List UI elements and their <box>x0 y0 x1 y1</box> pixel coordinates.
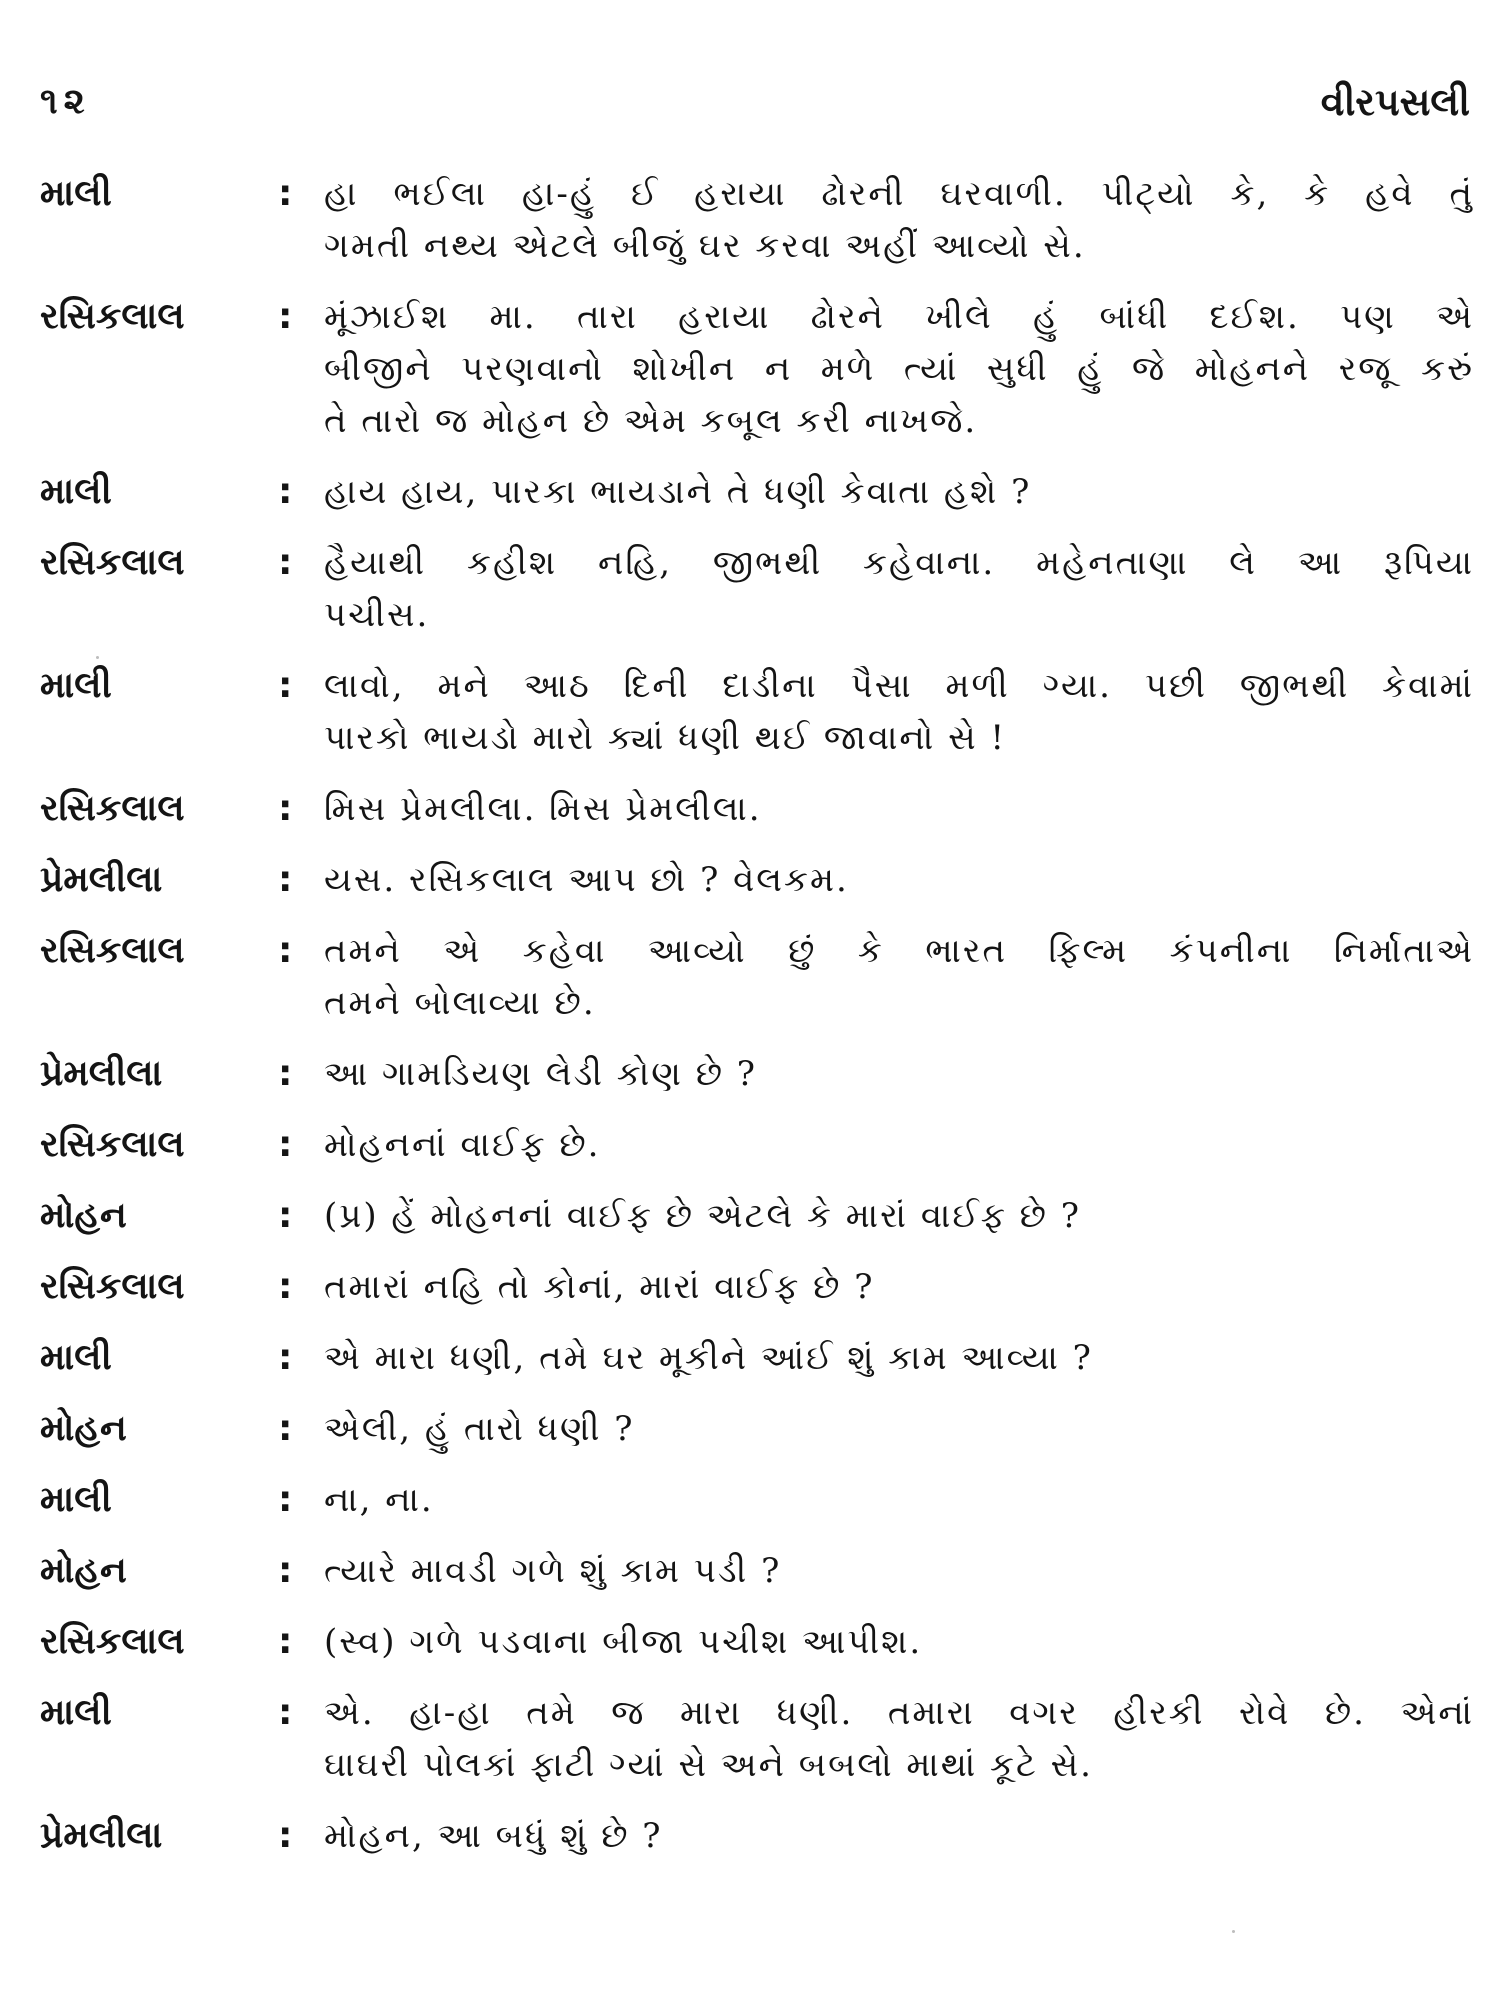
speech-text <box>324 925 1474 1029</box>
speech-line: બીજીને પરણવાનો શોખીન ન મળે ત્યાં સુધી હું જે મોહનને રજૂ કરું <box>324 349 1474 389</box>
speaker-colon: : <box>278 1815 293 1856</box>
speaker-name: માલી <box>40 1692 112 1733</box>
speaker-colon: : <box>278 1337 293 1378</box>
dialogue-line <box>40 1261 1480 1313</box>
speaker-colon: : <box>278 859 293 900</box>
dialogue-line <box>40 1616 1480 1668</box>
running-title: વીરપસલી <box>1320 79 1470 124</box>
speech-text <box>324 1261 1474 1313</box>
speech-text <box>324 1332 1474 1384</box>
speaker-colon: : <box>278 296 293 337</box>
speaker-colon: : <box>278 665 293 706</box>
speaker-name: રસિકલાલ <box>40 788 185 829</box>
page-header <box>40 72 1470 132</box>
paper-speck <box>96 656 99 659</box>
speech-text <box>324 1048 1474 1100</box>
dialogue-line <box>40 783 1480 835</box>
speaker-colon: : <box>278 930 293 971</box>
dialogue-line <box>40 1545 1480 1597</box>
speech-text <box>324 1545 1474 1597</box>
speaker-colon: : <box>278 1053 293 1094</box>
speech-line: તમને બોલાવ્યા છે. <box>324 983 596 1023</box>
speech-line: ઘાઘરી પોલકાં ફાટી ગ્યાં સે અને બબલો માથાં કૂટે સે. <box>324 1745 1093 1785</box>
speaker-name: રસિકલાલ <box>40 1621 185 1662</box>
speaker-name: મોહન <box>40 1550 127 1591</box>
speech-text <box>324 1616 1474 1668</box>
speaker-colon: : <box>278 1266 293 1307</box>
dialogue-line <box>40 925 1480 1029</box>
speech-text <box>324 1190 1474 1242</box>
speaker-colon: : <box>278 471 293 512</box>
speaker-name: રસિકલાલ <box>40 296 185 337</box>
speech-line: એ. હા-હા તમે જ મારા ધણી. તમારા વગર હીરકી રોવે છે. એનાં <box>324 1693 1474 1733</box>
speech-text <box>324 1687 1474 1791</box>
speech-line: મોહનનાં વાઈફ છે. <box>324 1125 601 1165</box>
speaker-colon: : <box>278 1408 293 1449</box>
speech-line: ના, ના. <box>324 1480 434 1520</box>
speaker-colon: : <box>278 542 293 583</box>
speaker-colon: : <box>278 1692 293 1733</box>
speech-line: એલી, હું તારો ધણી ? <box>324 1409 635 1449</box>
dialogue-line <box>40 1119 1480 1171</box>
dialogue-line <box>40 1332 1480 1384</box>
speaker-colon: : <box>278 1195 293 1236</box>
speech-line: યસ. રસિકલાલ આપ છો ? વેલકમ. <box>324 860 849 900</box>
speaker-colon: : <box>278 1124 293 1165</box>
speaker-name: પ્રેમલીલા <box>40 1815 163 1856</box>
speech-text <box>324 1403 1474 1455</box>
dialogue-line <box>40 1048 1480 1100</box>
speech-text <box>324 168 1474 272</box>
speech-text <box>324 1810 1474 1862</box>
speech-line: (સ્વ) ગળે પડવાના બીજા પચીશ આપીશ. <box>324 1622 923 1662</box>
paper-speck <box>1232 1930 1235 1933</box>
speaker-name: પ્રેમલીલા <box>40 1053 163 1094</box>
dialogue-line <box>40 1687 1480 1791</box>
dialogue-line <box>40 291 1480 447</box>
dialogue-line <box>40 1810 1480 1862</box>
speaker-name: મોહન <box>40 1408 127 1449</box>
dialogue-line <box>40 1190 1480 1242</box>
dialogue-line <box>40 1403 1480 1455</box>
speech-line: પારકો ભાયડો મારો ક્યાં ધણી થઈ જાવાનો સે ! <box>324 718 1007 758</box>
speaker-colon: : <box>278 1550 293 1591</box>
dialogue-line <box>40 660 1480 764</box>
dialogue-line <box>40 537 1480 641</box>
speech-line: તમારાં નહિ તો કોનાં, મારાં વાઈફ છે ? <box>324 1267 875 1307</box>
speaker-colon: : <box>278 1621 293 1662</box>
speech-line: તે તારો જ મોહન છે એમ કબૂલ કરી નાખજે. <box>324 401 978 441</box>
speaker-name: રસિકલાલ <box>40 930 185 971</box>
speaker-name: પ્રેમલીલા <box>40 859 163 900</box>
speaker-name: રસિકલાલ <box>40 1124 185 1165</box>
speech-line: પચીસ. <box>324 595 430 635</box>
speaker-colon: : <box>278 1479 293 1520</box>
speech-line: મોહન, આ બધું શું છે ? <box>324 1816 663 1856</box>
page-number: ૧૨ <box>40 81 91 122</box>
speech-line: એ મારા ધણી, તમે ઘર મૂકીને આંઈ શું કામ આવ્યા ? <box>324 1338 1093 1378</box>
speech-line: લાવો, મને આઠ દિની દાડીના પૈસા મળી ગ્યા. પછી જીભથી કેવામાં <box>324 666 1474 706</box>
speech-line: ત્યારે માવડી ગળે શું કામ પડી ? <box>324 1551 782 1591</box>
speaker-name: મોહન <box>40 1195 127 1236</box>
speech-text <box>324 466 1474 518</box>
speech-text <box>324 660 1474 764</box>
speech-text <box>324 1474 1474 1526</box>
dialogue-line <box>40 1474 1480 1526</box>
speech-line: હાય હાય, પારકા ભાયડાને તે ધણી કેવાતા હશે ? <box>324 472 1032 512</box>
speech-line: આ ગામડિયણ લેડી કોણ છે ? <box>324 1054 758 1094</box>
speaker-name: રસિકલાલ <box>40 1266 185 1307</box>
speaker-name: માલી <box>40 1337 112 1378</box>
speech-text <box>324 783 1474 835</box>
speaker-colon: : <box>278 788 293 829</box>
speech-text <box>324 291 1474 447</box>
speech-line: મૂંઝાઈશ મા. તારા હરાયા ઢોરને ખીલે હું બાંધી દઈશ. પણ એ <box>324 297 1474 337</box>
dialogue-line <box>40 854 1480 906</box>
speaker-name: માલી <box>40 1479 112 1520</box>
dialogue-line <box>40 466 1480 518</box>
speech-text <box>324 1119 1474 1171</box>
speech-line: ગમતી નથ્ય એટલે બીજું ઘર કરવા અહીં આવ્યો સે. <box>324 226 1086 266</box>
speech-line: મિસ પ્રેમલીલા. મિસ પ્રેમલીલા. <box>324 789 762 829</box>
speech-line: હા ભઈલા હા-હું ઈ હરાયા ઢોરની ઘરવાળી. પીટ્યો કે, કે હવે તું <box>324 174 1474 214</box>
speaker-name: માલી <box>40 665 112 706</box>
speech-text <box>324 854 1474 906</box>
speech-line: (પ્ર) હેં મોહનનાં વાઈફ છે એટલે કે મારાં વાઈફ છે ? <box>324 1196 1081 1236</box>
speech-line: હૈયાથી કહીશ નહિ, જીભથી કહેવાના. મહેનતાણા લે આ રૂપિયા <box>324 543 1474 583</box>
dialogue-body <box>40 168 1480 1862</box>
speaker-name: માલી <box>40 173 112 214</box>
speaker-name: રસિકલાલ <box>40 542 185 583</box>
speech-line: તમને એ કહેવા આવ્યો છું કે ભારત ફિલ્મ કંપનીના નિર્માતાએ <box>324 931 1474 971</box>
speech-text <box>324 537 1474 641</box>
speaker-name: માલી <box>40 471 112 512</box>
dialogue-line <box>40 168 1480 272</box>
speaker-colon: : <box>278 173 293 214</box>
